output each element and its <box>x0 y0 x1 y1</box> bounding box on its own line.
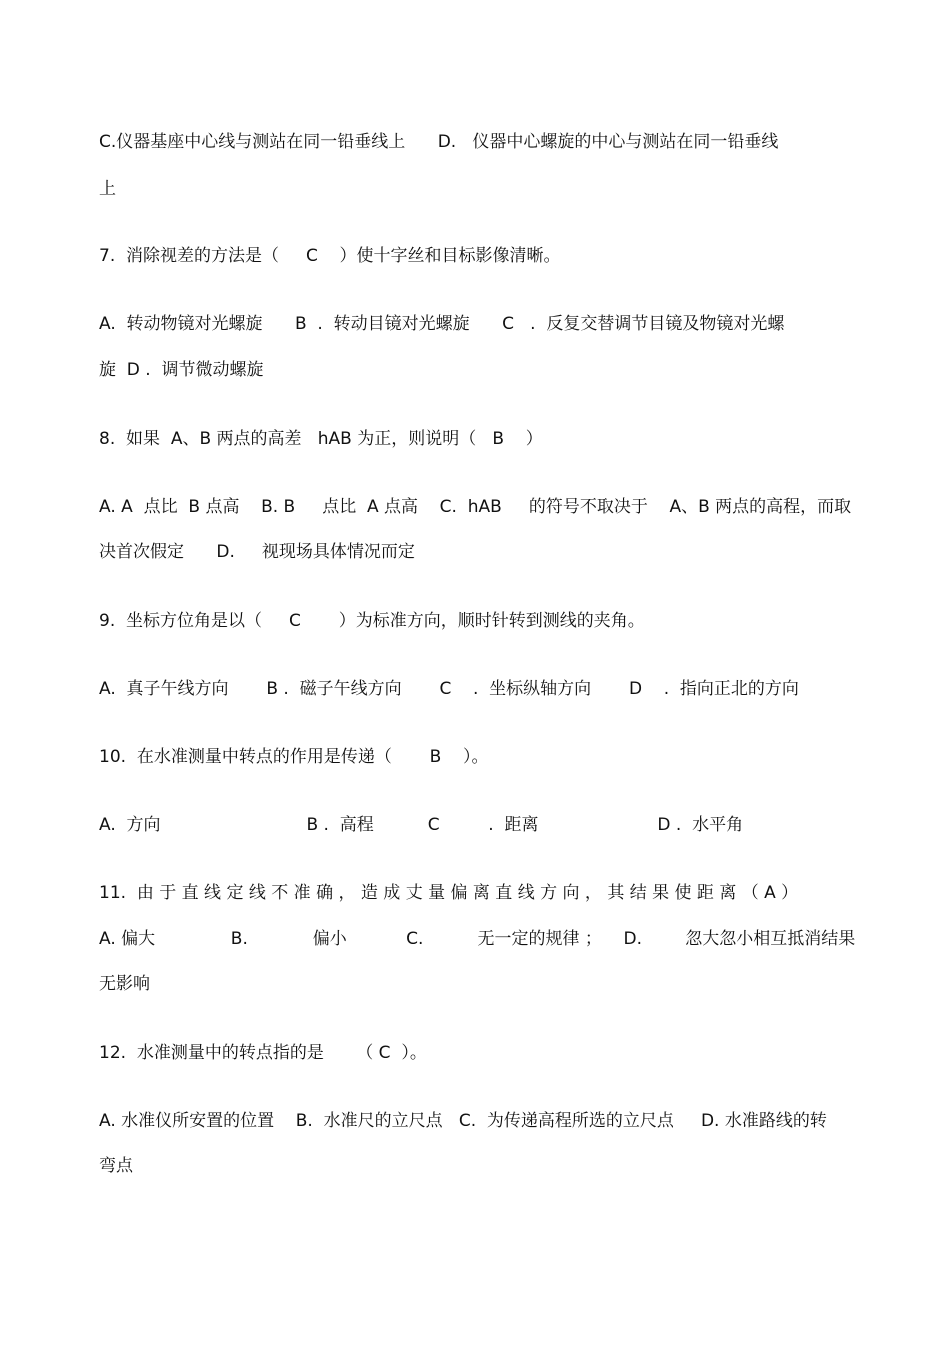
q12-options-cont: 弯点 <box>99 1156 133 1176</box>
q12-question: 12. 水准测量中的转点指的是 （ C ）。 <box>99 1043 427 1063</box>
q7-question: 7. 消除视差的方法是（ C ）使十字丝和目标影像清晰。 <box>99 246 561 266</box>
q10-question: 10. 在水准测量中转点的作用是传递（ B ）。 <box>99 747 489 767</box>
q9-question: 9. 坐标方位角是以（ C ）为标准方向，顺时针转到测线的夹角。 <box>99 611 645 631</box>
q11-options-cont: 无影响 <box>99 974 150 994</box>
q6-option-cd: C.仪器基座中心线与测站在同一铅垂线上 D. 仪器中心螺旋的中心与测站在同一铅垂线 <box>99 132 779 152</box>
q8-question: 8. 如果 A、B 两点的高差 hAB 为正，则说明（ B ） <box>99 429 543 449</box>
q7-options: A. 转动物镜对光螺旋 B . 转动目镜对光螺旋 C . 反复交替调节目镜及物镜对光螺 <box>99 314 785 334</box>
q11-question: 11. 由 于 直 线 定 线 不 准 确 ， 造 成 丈 量 偏 离 直 线 方 向 ， 其 结 果 使 距 离 （ A ） <box>99 883 799 903</box>
q12-options: A. 水准仪所安置的位置 B. 水准尺的立尺点 C. 为传递高程所选的立尺点 D. 水准路线的转 <box>99 1111 827 1131</box>
q9-options: A. 真子午线方向 B . 磁子午线方向 C . 坐标纵轴方向 D . 指向正北的方向 <box>99 679 799 699</box>
q7-options-cont: 旋 D . 调节微动螺旋 <box>99 360 264 380</box>
q6-option-cd-cont: 上 <box>99 179 116 199</box>
q8-options-cont: 决首次假定 D. 视现场具体情况而定 <box>99 542 415 562</box>
q8-options: A. A 点比 B 点高 B. B 点比 A 点高 C. hAB 的符号不取决于 A、B 两点的高程，而取 <box>99 497 852 517</box>
q11-options: A. 偏大 B. 偏小 C. 无一定的规律 ； D. 忽大忽小相互抵消结果 <box>99 929 856 949</box>
q10-options: A. 方向 B . 高程 C . 距离 D . 水平角 <box>99 815 744 835</box>
